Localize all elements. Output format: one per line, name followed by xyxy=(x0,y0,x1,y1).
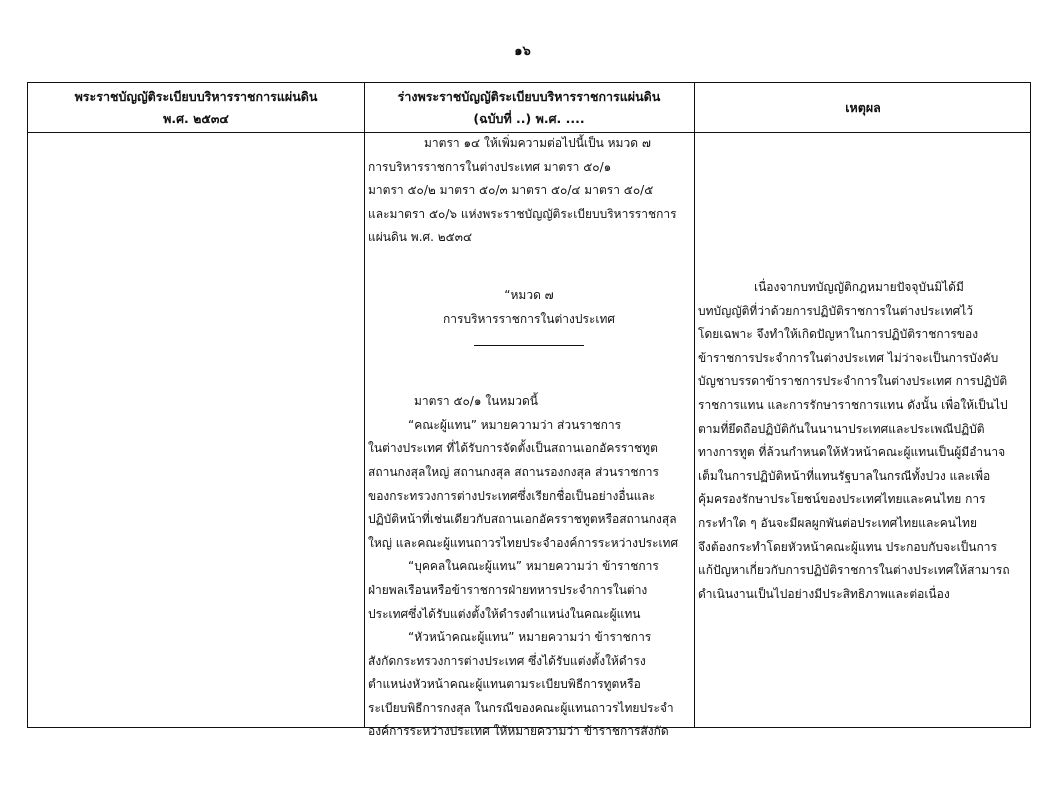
definition-line: “หัวหน้าคณะผู้แทน” หมายความว่า ข้าราชการ xyxy=(408,630,652,645)
header-current-act xyxy=(28,83,364,132)
reason-line: บทบัญญัติที่ว่าด้วยการปฏิบัติราชการในต่างประเทศไว้ xyxy=(698,303,974,318)
definition-line: สังกัดกระทรวงการต่างประเทศ ซึ่งได้รับแต่งตั้งให้ดำรง xyxy=(368,653,646,668)
comparison-table xyxy=(27,82,1031,739)
definition-line: สถานกงสุลใหญ่ สถานกงสุล สถานรองกงสุล ส่วนราชการ xyxy=(368,464,659,479)
definition-line: “บุคคลในคณะผู้แทน” หมายความว่า ข้าราชการ xyxy=(408,559,659,574)
draft-intro-line: และมาตรา ๕๐/๖ แห่งพระราชบัญญัติระเบียบบริหารราชการ xyxy=(368,206,677,221)
header-draft-act-title: ร่างพระราชบัญญัติระเบียบบริหารราชการแผ่นดิน xyxy=(397,88,661,104)
definition-line: “คณะผู้แทน” หมายความว่า ส่วนราชการ xyxy=(408,417,622,432)
reason-line: ข้าราชการประจำการในต่างประเทศ ไม่ว่าจะเป็นการบังคับ xyxy=(698,350,999,365)
reason-line: เนื่องจากบทบัญญัติกฎหมายปัจจุบันมิได้มี xyxy=(754,280,964,294)
definition-line: ระเบียบพิธีการกงสุล ในกรณีของคณะผู้แทนถาวรไทยประจำ xyxy=(368,700,674,715)
header-current-act-year: พ.ศ. ๒๕๓๔ xyxy=(163,110,229,126)
reason-line: เต็มในการปฏิบัติหน้าที่แทนรัฐบาลในกรณีทั้งปวง และเพื่อ xyxy=(698,468,991,483)
reason-line: จึงต้องกระทำโดยหัวหน้าคณะผู้แทน ประกอบกับจะเป็นการ xyxy=(698,539,997,554)
reason-line: กระทำใด ๆ อันจะมีผลผูกพันต่อประเทศไทยและคนไทย xyxy=(698,515,977,530)
reason-line: แก้ปัญหาเกี่ยวกับการปฏิบัติราชการในต่างประเทศให้สามารถ xyxy=(698,563,1010,578)
draft-intro-line: แผ่นดิน พ.ศ. ๒๕๓๔ xyxy=(368,230,473,245)
reason-line: บัญชาบรรดาข้าราชการประจำการในต่างประเทศ การปฏิบัติ xyxy=(698,374,1008,389)
definition-line: องค์การระหว่างประเทศ ให้หมายความว่า ข้าราชการสังกัด xyxy=(368,724,669,739)
header-draft-act xyxy=(364,83,694,132)
reason-line: ดำเนินงานเป็นไปอย่างมีประสิทธิภาพและต่อเนื่อง xyxy=(698,586,950,601)
reason-line: โดยเฉพาะ จึงทำให้เกิดปัญหาในการปฏิบัติราชการของ xyxy=(698,327,979,342)
chapter-subtitle: การบริหารราชการในต่างประเทศ xyxy=(443,311,615,326)
draft-intro-line: มาตรา ๕๐/๒ มาตรา ๕๐/๓ มาตรา ๕๐/๔ มาตรา ๕๐/๕ xyxy=(368,183,654,198)
definition-line: ตำแหน่งหัวหน้าคณะผู้แทนตามระเบียบพิธีการทูตหรือ xyxy=(368,677,641,692)
draft-intro-line: มาตรา ๑๔ ให้เพิ่มความต่อไปนี้เป็น หมวด ๗ xyxy=(424,136,651,150)
definition-line: ปฏิบัติหน้าที่เช่นเดียวกับสถานเอกอัครราชทูตหรือสถานกงสุล xyxy=(368,512,677,527)
definition-line: ของกระทรวงการต่างประเทศซึ่งเรียกชื่อเป็นอย่างอื่นและ xyxy=(368,488,656,503)
page-number: ๑๖ xyxy=(514,44,531,59)
reason-line: ราชการแทน และการรักษาราชการแทน ดังนั้น เพื่อให้เป็นไป xyxy=(698,397,1008,412)
header-reasons xyxy=(694,83,1032,132)
section-heading: มาตรา ๕๐/๑ ในหมวดนี้ xyxy=(414,394,538,409)
header-current-act-title: พระราชบัญญัติระเบียบบริหารราชการแผ่นดิน xyxy=(74,88,318,104)
reasons-cell xyxy=(698,276,1028,606)
reason-line: ทางการทูต ที่ล้วนกำหนดให้หัวหน้าคณะผู้แทนเป็นผู้มีอำนาจ xyxy=(698,445,1006,460)
column-divider xyxy=(364,83,365,727)
chapter-title: “หมวด ๗ xyxy=(504,287,554,302)
draft-intro-line: การบริหารราชการในต่างประเทศ มาตรา ๕๐/๑ xyxy=(368,159,612,174)
reason-line: ตามที่ยึดถือปฏิบัติกันในนานาประเทศและประเพณีปฏิบัติ xyxy=(698,421,985,436)
header-reasons-title: เหตุผล xyxy=(845,99,881,115)
definition-line: ฝ่ายพลเรือนหรือข้าราชการฝ่ายทหารประจำการในต่าง xyxy=(368,582,648,597)
definition-line: ใหญ่ และคณะผู้แทนถาวรไทยประจำองค์การระหว่างประเทศ xyxy=(368,535,679,550)
definition-line: ประเทศซึ่งได้รับแต่งตั้งให้ดำรงตำแหน่งในคณะผู้แทน xyxy=(368,606,641,621)
definition-line: ในต่างประเทศ ที่ได้รับการจัดตั้งเป็นสถานเอกอัครราชทูต xyxy=(368,441,658,456)
reason-line: คุ้มครองรักษาประโยชน์ของประเทศไทยและคนไทย การ xyxy=(698,492,986,507)
column-divider xyxy=(694,83,695,727)
header-draft-act-issue: (ฉบับที่ ..) พ.ศ. .... xyxy=(473,110,585,126)
draft-act-cell xyxy=(368,132,690,744)
